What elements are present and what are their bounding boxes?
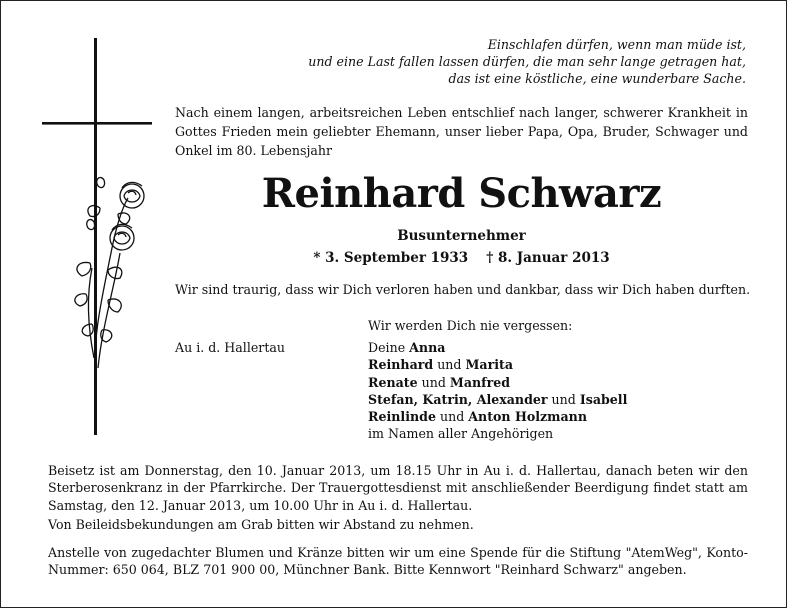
place: Au i. d. Hallertau xyxy=(175,340,286,355)
poem xyxy=(226,36,746,87)
deceased-name: Reinhard Schwarz xyxy=(261,170,662,217)
mourner-line: Reinhard und Marita xyxy=(368,357,513,373)
mourner-line: Stefan, Katrin, Alexander und Isabell xyxy=(368,391,628,407)
cross-icon xyxy=(42,38,152,438)
sad-text: Wir sind traurig, dass wir Dich verloren haben und dankbar, dass wir Dich haben durften. xyxy=(175,282,751,297)
forget-text: Wir werden Dich nie vergessen: xyxy=(368,318,573,333)
life-dates xyxy=(175,250,748,266)
profession: Busunternehmer xyxy=(397,228,526,244)
mourners-list xyxy=(368,339,627,443)
mourner-line: im Namen aller Angehörigen xyxy=(368,426,554,442)
death-date: † 8. Januar 2013 xyxy=(486,250,610,266)
birth-date: * 3. September 1933 xyxy=(313,250,469,266)
poem-line: Einschlafen dürfen, wenn man müde ist, xyxy=(487,37,746,52)
condolences-note: Von Beileidsbekundungen am Grab bitten wir Abstand zu nehmen. xyxy=(48,517,474,532)
mourner-line: Reinlinde und Anton Holzmann xyxy=(368,409,587,425)
rose-icon xyxy=(75,178,144,378)
poem-line: und eine Last fallen lassen dürfen, die man sehr lange getragen hat, xyxy=(308,54,746,69)
funeral-info: Beisetz ist am Donnerstag, den 10. Januar 2013, um 18.15 Uhr in Au i. d. Hallertau, danach beten wir den Sterberosenkranz in der Pfarrkirche. Der Trauergottesdienst mit anschließender Beerdigung findet statt am Samstag, den 12. Januar 2013, um 10.00 Uhr in Au i. d. Hallertau. xyxy=(48,463,748,513)
poem-line: das ist eine köstliche, eine wunderbare Sache. xyxy=(448,71,746,86)
mourner-line: Deine Anna xyxy=(368,340,446,355)
mourner-line: Renate und Manfred xyxy=(368,374,511,390)
donation-note: Anstelle von zugedachter Blumen und Kränze bitten wir um eine Spende für die Stiftung "AtemWeg", Konto-Nummer: 650 064, BLZ 701 900 00, Münchner Bank. Bitte Kennwort "Reinhard Schwarz" angeben. xyxy=(48,545,748,578)
intro-text: Nach einem langen, arbeitsreichen Leben entschlief nach langer, schwerer Krankheit in Gottes Frieden mein geliebter Ehemann, unser lieber Papa, Opa, Bruder, Schwager und Onkel im 80. Lebensjahr xyxy=(175,105,748,158)
